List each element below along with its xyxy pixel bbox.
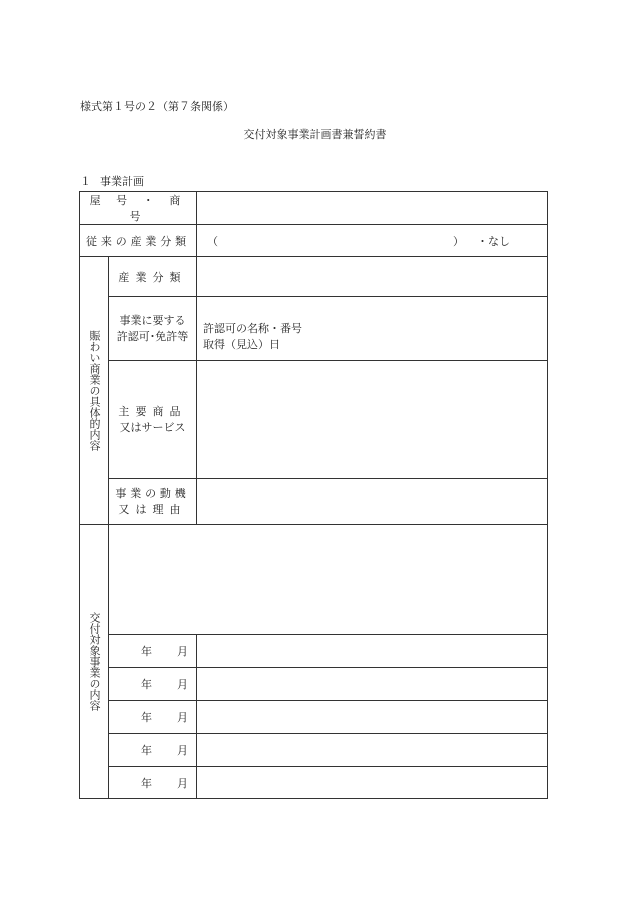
products-row: [80, 361, 548, 479]
group-commerce-label: 賑わい商業の具体的内容: [88, 330, 102, 451]
schedule-field[interactable]: [197, 734, 548, 767]
paren-close: ）: [453, 234, 464, 248]
schedule-field[interactable]: [197, 635, 548, 668]
content-description-row: [80, 525, 548, 635]
motive-label-line2: 又は理由: [118, 502, 187, 516]
group-content-label-cell: [80, 525, 109, 799]
section-number: １: [80, 175, 91, 188]
paren-open: （: [207, 234, 218, 248]
year-label: 年: [141, 645, 152, 658]
business-plan-table: [79, 191, 548, 799]
schedule-field[interactable]: [197, 701, 548, 734]
month-label: 月: [177, 744, 188, 757]
products-field[interactable]: [197, 361, 548, 479]
schedule-date-label: [109, 668, 197, 701]
trade-name-row: [80, 192, 548, 225]
permit-date-text: 取得（見込）日: [203, 337, 280, 351]
section-heading: [80, 173, 144, 189]
schedule-date-label: [109, 734, 197, 767]
section-title: 事業計画: [100, 175, 144, 188]
schedule-field[interactable]: [197, 668, 548, 701]
products-label-line1: 主要商品: [118, 404, 187, 418]
schedule-row: [80, 734, 548, 767]
month-label: 月: [177, 678, 188, 691]
industry-row: [80, 257, 548, 297]
permit-field[interactable]: [197, 297, 548, 361]
month-label: 月: [177, 711, 188, 724]
motive-field[interactable]: [197, 479, 548, 525]
motive-row: [80, 479, 548, 525]
trade-name-label: 屋 号 ・ 商 号: [80, 192, 197, 225]
prev-industry-field[interactable]: [197, 225, 548, 257]
schedule-date-label: [109, 767, 197, 799]
schedule-row: [80, 701, 548, 734]
motive-label-line1: 事業の動機: [115, 486, 190, 500]
year-label: 年: [141, 678, 152, 691]
schedule-field[interactable]: [197, 767, 548, 799]
permit-label-line1: 事業に要する: [119, 313, 186, 327]
year-label: 年: [141, 711, 152, 724]
prev-industry-label: 従来の産業分類: [80, 225, 197, 257]
group-content-label: 交付対象事業の内容: [88, 612, 102, 711]
schedule-row: [80, 668, 548, 701]
form-number: 様式第１号の２（第７条関係）: [80, 100, 234, 113]
trade-name-field[interactable]: [197, 192, 548, 225]
schedule-row: [80, 635, 548, 668]
document-title: 交付対象事業計画書兼誓約書: [243, 128, 387, 141]
year-label: 年: [141, 744, 152, 757]
permit-row: [80, 297, 548, 361]
products-label-line2: 又はサービス: [119, 420, 186, 434]
group-commerce-label-cell: [80, 257, 109, 525]
products-label: [109, 361, 197, 479]
permit-label: [109, 297, 197, 361]
year-label: 年: [141, 776, 152, 790]
schedule-row: [80, 767, 548, 799]
schedule-date-label: [109, 635, 197, 668]
month-label: 月: [177, 645, 188, 658]
permit-name-text: 許認可の名称・番号: [203, 322, 302, 336]
none-option[interactable]: ・なし: [477, 234, 510, 248]
industry-field[interactable]: [197, 257, 548, 297]
prev-industry-row: [80, 225, 548, 257]
motive-label: [109, 479, 197, 525]
permit-label-line2: 許認可･免許等: [116, 329, 189, 343]
schedule-date-label: [109, 701, 197, 734]
month-label: 月: [177, 776, 188, 790]
content-description-field[interactable]: [109, 525, 548, 635]
industry-label: 産業分類: [109, 257, 197, 297]
